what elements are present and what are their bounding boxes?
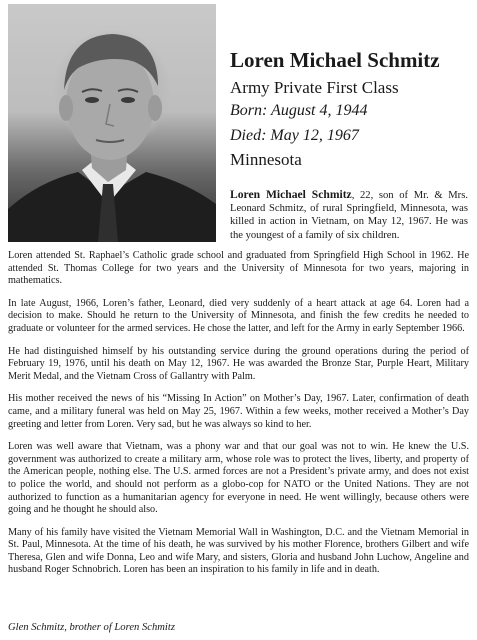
paragraph-decision: In late August, 1966, Loren’s father, Leonard, died very suddenly of a heart attack at age 64. Loren had a decision to make. Should he return to the University of Minnesota, and finish the few credits he needed to graduate or volunteer for the armed services. He chose the latter, and left for the Army in early September 1966. <box>8 297 469 334</box>
intro-text: , 22, son of Mr. & Mrs. Leonard Schmitz, of rural Springfield, Minnesota, was killed in action in Vietnam, on May 12, 1967. He was the youngest of a family of six children. <box>230 190 468 241</box>
person-name-heading: Loren Michael Schmitz <box>230 48 440 72</box>
paragraph-education: Loren attended St. Raphael’s Catholic grade school and graduated from Springfield High School in 1962. He attended St. Thomas College for two years and the University of Minnesota for two years, majoring in mathematics. <box>8 250 469 287</box>
intro-lead-name: Loren Michael Schmitz <box>230 188 352 201</box>
portrait-photo <box>8 4 216 242</box>
biography-body <box>8 250 469 587</box>
paragraph-service: He had distinguished himself by his outstanding service during the ground operations during the period of February 19, 1976, until his death on May 12, 1967. He was awarded the Bronze Star, Purple Heart, Military Merit Medal, and the Vietnam Cross of Gallantry with Palm. <box>8 345 469 382</box>
signature-line: Glen Schmitz, brother of Loren Schmitz <box>8 622 175 633</box>
died-date: Died: May 12, 1967 <box>230 127 359 144</box>
paragraph-mother: His mother received the news of his “Missing In Action” on Mother’s Day, 1967. Later, confirmation of death came, and a military funeral was held on May 25, 1967. Within a few weeks, mother received a Mother’s Day greeting and letter from Loren. Very sad, but he was always so kind to her. <box>8 393 469 430</box>
rank-line: Army Private First Class <box>230 78 399 97</box>
home-state: Minnesota <box>230 150 302 169</box>
paragraph-vietnam-views: Loren was well aware that Vietnam, was a phony war and that our goal was not to win. He knew the U.S. government was authorized to create a military arm, whose role was to protect the lives, liberty, and property of the American people, nothing else. The U.S. armed forces are not a President’s private army, and does not exist to police the world, and should not perform as a globo-cop for NATO or the United Nations. They are not authorized to function as a humanitarian agency for everyone in need. He went willingly, because others were going and he thought he should also. <box>8 441 469 516</box>
born-date: Born: August 4, 1944 <box>230 102 368 119</box>
intro-paragraph <box>230 188 468 242</box>
paragraph-family: Many of his family have visited the Vietnam Memorial Wall in Washington, D.C. and the Vietnam Memorial in St. Paul, Minnesota. At the time of his death, he was survived by his mother Florence, brothers Gilbert and wife Theresa, Glen and wife Donna, Leo and wife Mary, and sisters, Gloria and husband John Luchow, Angeline and husband Roger Schnobrich. Loren has been an inspiration to his family in life and in death. <box>8 526 469 576</box>
